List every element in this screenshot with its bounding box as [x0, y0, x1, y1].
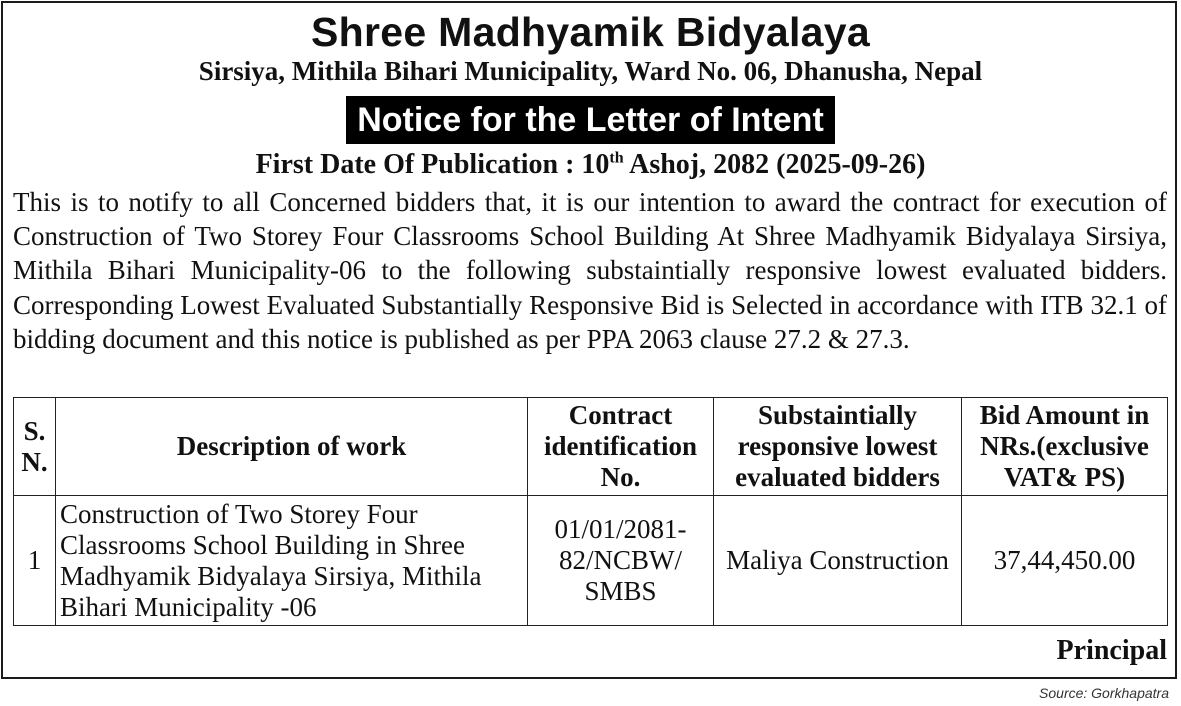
header-sn: S. N. — [14, 398, 56, 496]
school-name: Shree Madhyamik Bidyalaya — [311, 9, 870, 55]
cell-sn: 1 — [14, 496, 56, 626]
publication-superscript: th — [609, 149, 624, 167]
notice-body-paragraph: This is to notify to all Concerned bidders that, it is our intention to award the contract for execution of Construction of Two Storey Four Classrooms School Building At Shree Madhyamik Bidyalaya Sirsiya, Mithila Bihari Municipality-06 to the following substaintially responsive lowest evaluated bidders. Corresponding Lowest Evaluated Substantially Responsive Bid is Selected in accordance with ITB 32.1 of bidding document and this notice is published as per PPA 2063 clause 27.2 & 27.3. — [13, 187, 1167, 354]
header-contract-id: Contract identification No. — [528, 398, 714, 496]
header-amount: Bid Amount in NRs.(exclusive VAT& PS) — [962, 398, 1168, 496]
publication-date-value: Ashoj, 2082 (2025-09-26) — [623, 149, 926, 180]
cell-amount: 37,44,450.00 — [962, 496, 1168, 626]
notice-title-wrap — [0, 96, 1181, 144]
table-header-row — [14, 398, 1168, 496]
cell-description: Construction of Two Storey Four Classrooms School Building in Shree Madhyamik Bidyalaya Sirsiya, Mithila Bihari Municipality -06 — [56, 496, 528, 626]
header-bidder: Substaintially responsive lowest evaluated bidders — [714, 398, 962, 496]
table-row — [14, 496, 1168, 626]
publication-date — [0, 148, 1181, 182]
header-description: Description of work — [56, 398, 528, 496]
cell-bidder: Maliya Construction — [714, 496, 962, 626]
signature-title: Principal — [1056, 635, 1167, 666]
notice-title: Notice for the Letter of Intent — [346, 96, 835, 144]
publication-label: First Date Of Publication : 10 — [255, 149, 610, 180]
cell-contract-id: 01/01/2081-82/NCBW/ SMBS — [528, 496, 714, 626]
bid-table — [13, 397, 1168, 626]
source-credit: Source: Gorkhapatra — [1039, 685, 1169, 701]
school-address: Sirsiya, Mithila Bihari Municipality, Ward No. 06, Dhanusha, Nepal — [198, 56, 983, 86]
